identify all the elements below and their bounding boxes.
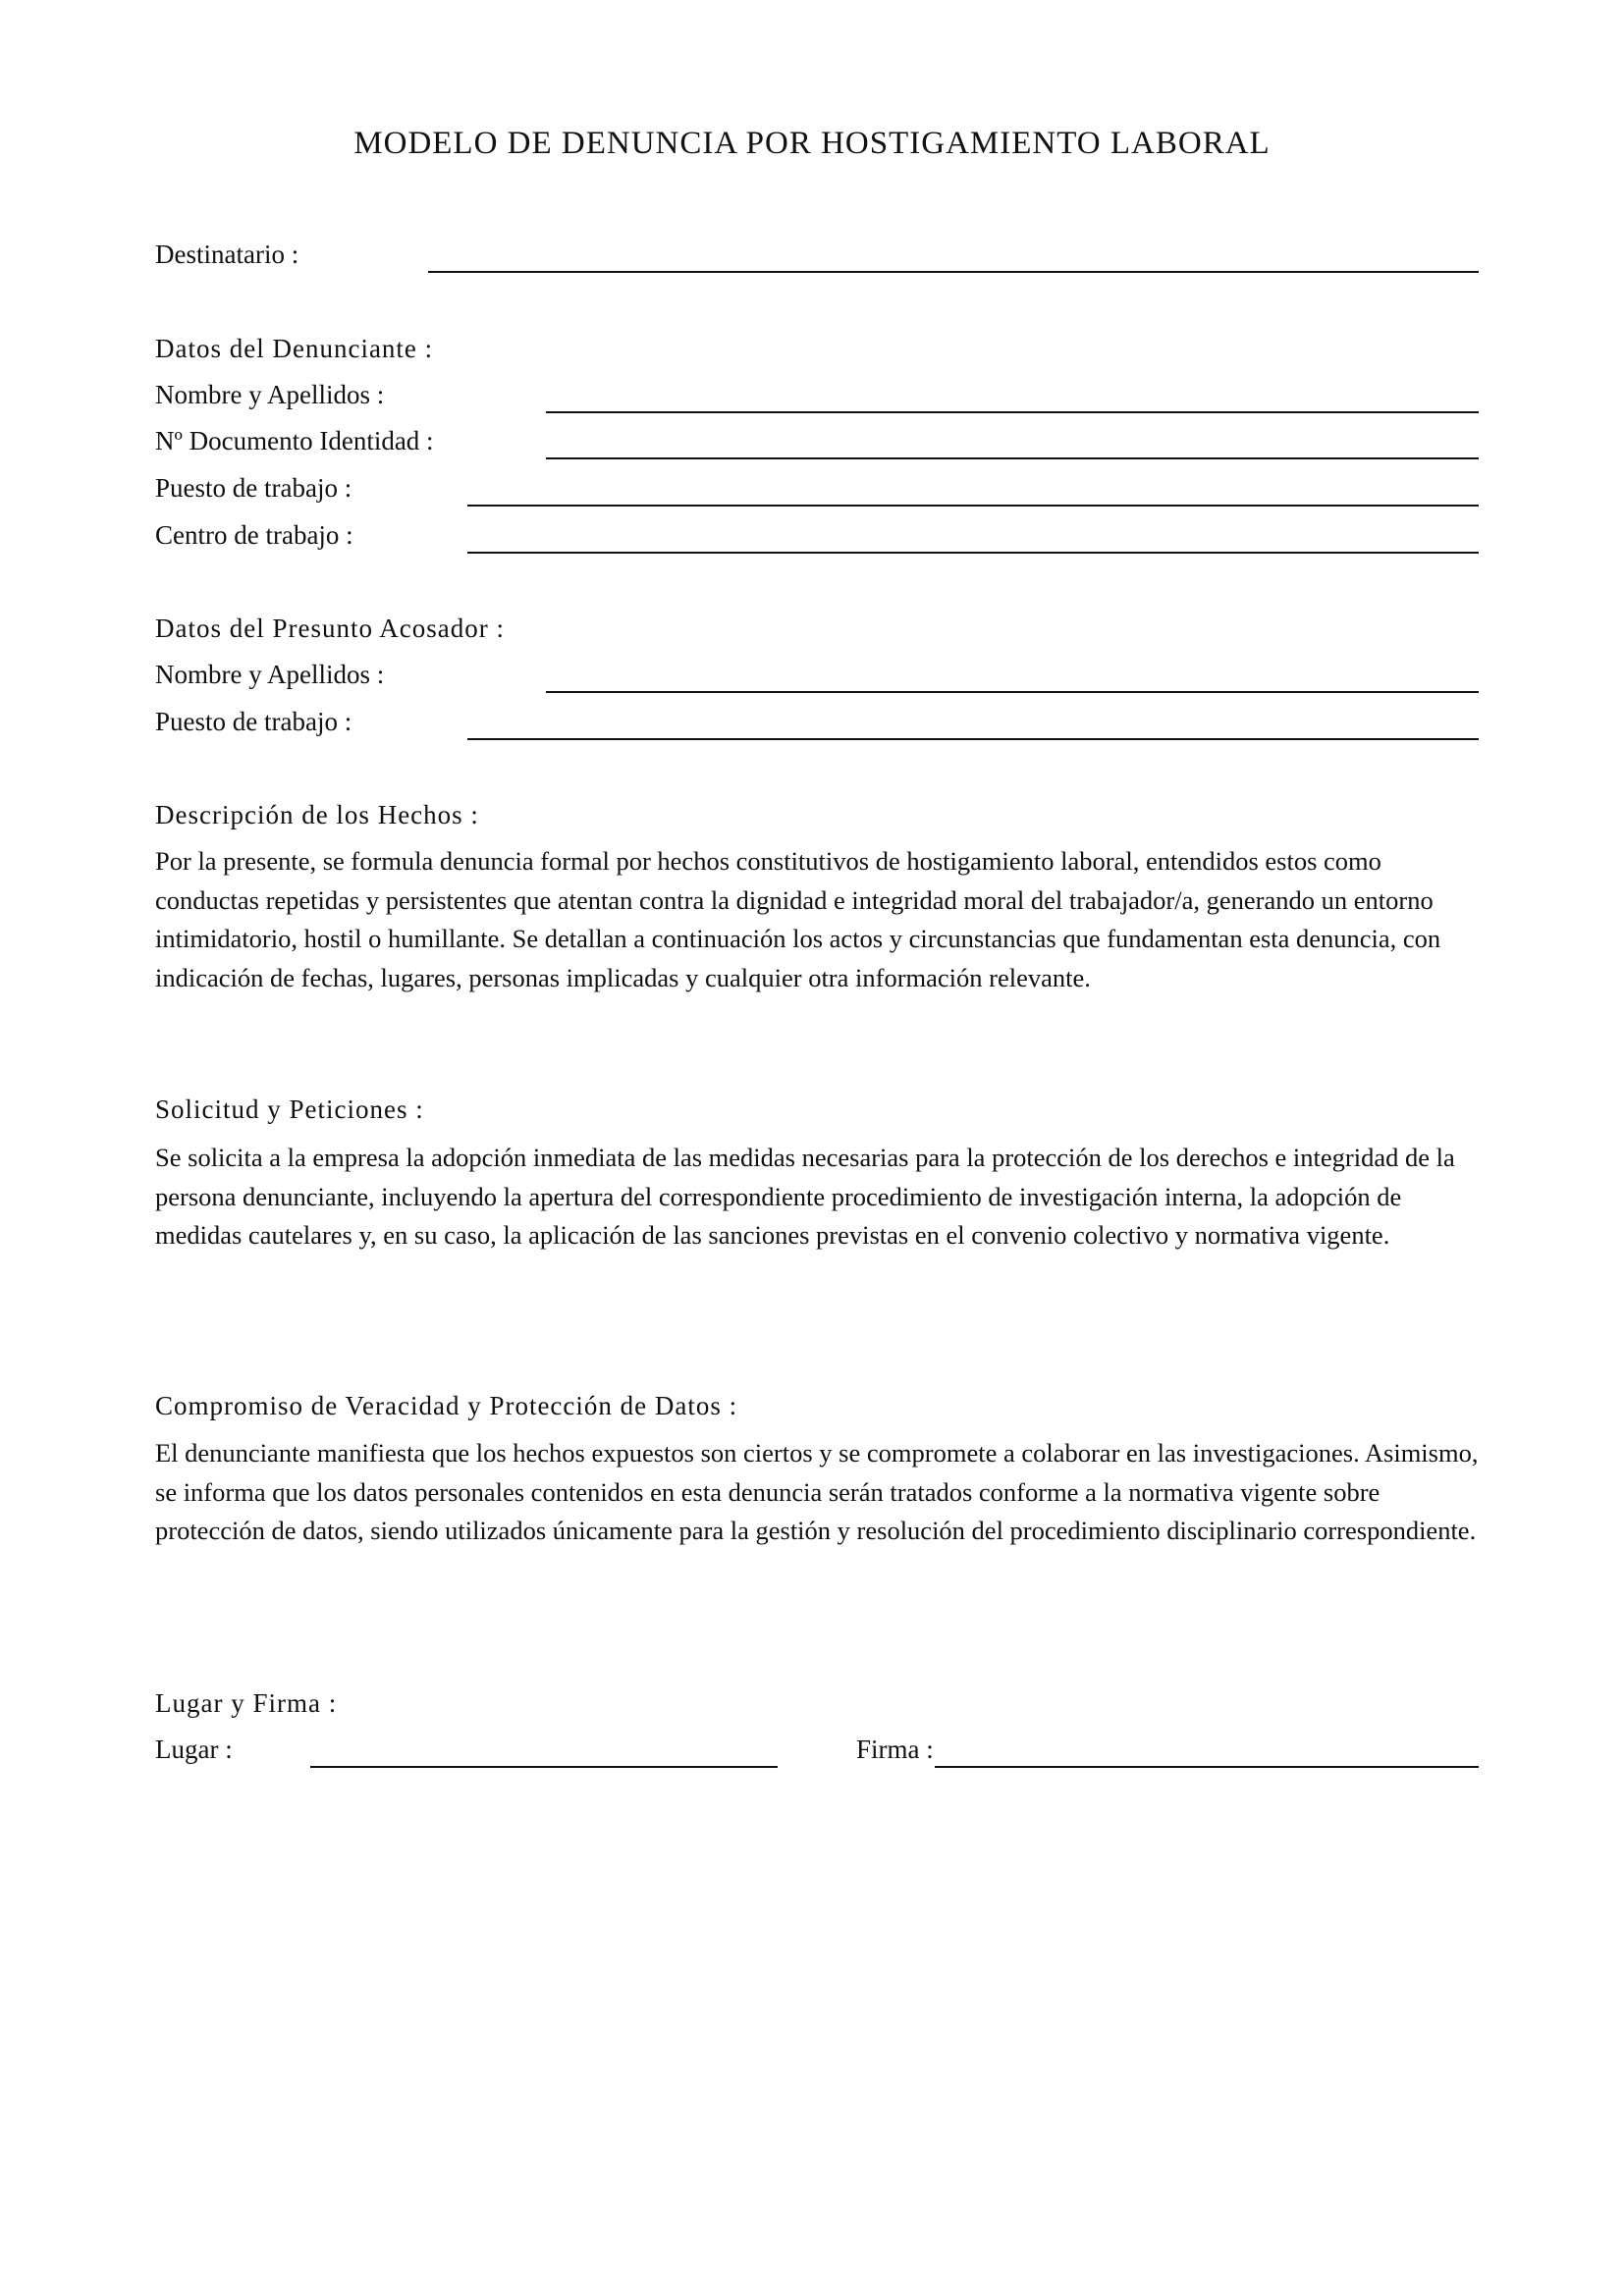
- commitment-heading: Compromiso de Veracidad y Protección de Datos :: [155, 1391, 738, 1420]
- harasser-heading: Datos del Presunto Acosador :: [155, 614, 505, 643]
- requests-heading: Solicitud y Peticiones :: [155, 1095, 424, 1124]
- complainant-name-field[interactable]: [546, 411, 1479, 413]
- sign-field[interactable]: [935, 1766, 1479, 1768]
- facts-heading: Descripción de los Hechos :: [155, 800, 479, 829]
- complainant-heading: Datos del Denunciante :: [155, 334, 434, 363]
- place-field[interactable]: [310, 1766, 778, 1768]
- sign-label: Firma :: [856, 1735, 934, 1764]
- requests-text: Se solicita a la empresa la adopción inmediata de las medidas necesarias para la protección de los derechos e integridad de la persona denunciante, incluyendo la apertura del correspondiente procedimiento de investigación interna, la adopción de medidas cautelares y, en su caso, la aplicación de las sanciones previstas en el convenio colectivo y normativa vigente.: [155, 1143, 1455, 1250]
- complainant-workplace-field[interactable]: [467, 552, 1479, 554]
- complainant-workplace-label: Centro de trabajo :: [155, 520, 353, 550]
- harasser-name-field[interactable]: [546, 691, 1479, 693]
- recipient-field[interactable]: [428, 271, 1479, 273]
- harasser-position-label: Puesto de trabajo :: [155, 707, 352, 736]
- commitment-text: El denunciante manifiesta que los hechos expuestos son ciertos y se compromete a colaborar en las investigaciones. Asimismo, se informa que los datos personales contenidos en esta denuncia serán tratados conforme a la normativa vigente sobre protección de datos, siendo utilizados únicamente para la gestión y resolución del procedimiento disciplinario correspondiente.: [155, 1438, 1479, 1545]
- document-title: MODELO DE DENUNCIA POR HOSTIGAMIENTO LABORAL: [353, 126, 1271, 161]
- harasser-name-label: Nombre y Apellidos :: [155, 660, 385, 689]
- place-label: Lugar :: [155, 1735, 233, 1764]
- facts-text: Por la presente, se formula denuncia formal por hechos constitutivos de hostigamiento laboral, entendidos estos como conductas repetidas y persistentes que atentan contra la dignidad e integridad moral del trabajador/a, generando un entorno intimidatorio, hostil o humillante. Se detallan a continuación los actos y circunstancias que fundamentan esta denuncia, con indicación de fechas, lugares, personas implicadas y cualquier otra información relevante.: [155, 846, 1441, 992]
- signature-heading: Lugar y Firma :: [155, 1688, 338, 1718]
- complainant-name-label: Nombre y Apellidos :: [155, 380, 385, 409]
- complainant-position-field[interactable]: [467, 505, 1479, 507]
- complainant-id-field[interactable]: [546, 457, 1479, 459]
- complainant-id-label: Nº Documento Identidad :: [155, 426, 434, 455]
- recipient-label: Destinatario :: [155, 240, 299, 269]
- harasser-position-field[interactable]: [467, 738, 1479, 740]
- complainant-position-label: Puesto de trabajo :: [155, 473, 352, 503]
